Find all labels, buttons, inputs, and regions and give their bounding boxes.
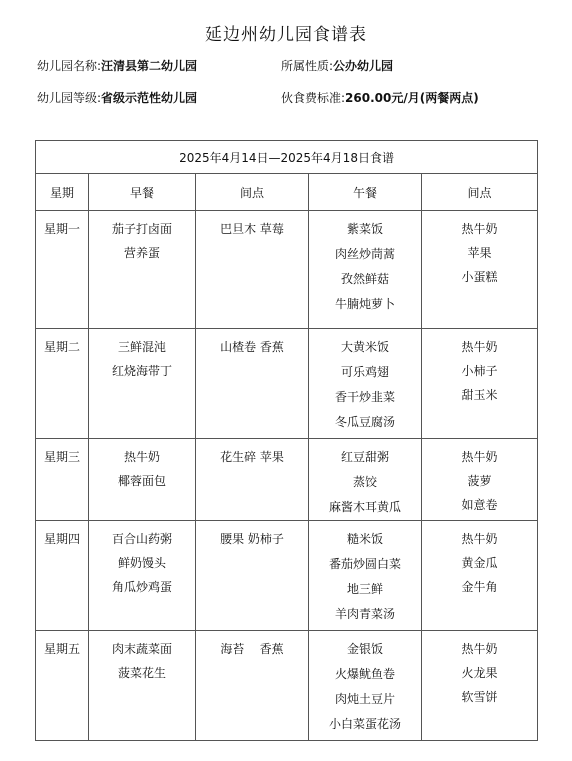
menu-period: 2025年4月14日—2025年4月18日食谱 <box>36 141 538 174</box>
dish: 鲜奶馒头 <box>117 556 166 570</box>
lunch-cell <box>309 521 422 631</box>
breakfast-cell <box>89 521 196 631</box>
dish: 火爆鱿鱼卷 <box>334 667 395 681</box>
dish: 红烧海带丁 <box>111 364 172 378</box>
afternoon-snack-cell <box>422 211 538 329</box>
day-cell: 星期三 <box>36 439 89 521</box>
morning-snack-cell <box>196 631 309 741</box>
header-morning-snack: 间点 <box>196 174 309 211</box>
table-row <box>36 521 538 631</box>
dish: 麻酱木耳黄瓜 <box>328 500 401 514</box>
dish: 菠菜花生 <box>117 666 166 680</box>
dish: 地三鲜 <box>346 582 383 596</box>
day-cell: 星期五 <box>36 631 89 741</box>
dish: 菠萝 <box>467 474 492 488</box>
breakfast-cell <box>89 439 196 521</box>
dish: 椰蓉面包 <box>117 474 166 488</box>
kindergarten-nature <box>281 57 393 74</box>
morning-snack-cell <box>196 521 309 631</box>
dish: 金牛角 <box>461 580 498 594</box>
dish: 茄子打卤面 <box>111 222 172 236</box>
kindergarten-grade-label: 幼儿园等级: <box>37 91 102 105</box>
dish: 巴旦木 草莓 <box>220 222 284 236</box>
header-breakfast: 早餐 <box>89 174 196 211</box>
dish: 热牛奶 <box>461 222 498 236</box>
lunch-cell <box>309 631 422 741</box>
morning-snack-cell <box>196 439 309 521</box>
breakfast-cell <box>89 211 196 329</box>
dish: 冬瓜豆腐汤 <box>334 415 395 429</box>
afternoon-snack-cell <box>422 329 538 439</box>
dish: 火龙果 <box>461 666 498 680</box>
dish: 热牛奶 <box>461 340 498 354</box>
dish: 花生碎 苹果 <box>220 450 284 464</box>
header-day: 星期 <box>36 174 89 211</box>
dish: 大黄米饭 <box>340 340 389 354</box>
dish: 肉丝炒茼蒿 <box>334 247 395 261</box>
table-row <box>36 211 538 329</box>
dish: 紫菜饭 <box>346 222 383 236</box>
afternoon-snack-cell <box>422 521 538 631</box>
lunch-cell <box>309 329 422 439</box>
dish: 软雪饼 <box>461 690 498 704</box>
dish: 肉炖土豆片 <box>334 692 395 706</box>
table-row <box>36 439 538 521</box>
dish: 营养蛋 <box>123 246 160 260</box>
day-cell: 星期四 <box>36 521 89 631</box>
dish: 小柿子 <box>461 364 498 378</box>
dish: 海苔 香蕉 <box>220 642 284 656</box>
dish: 甜玉米 <box>461 388 498 402</box>
dish: 可乐鸡翅 <box>340 365 389 379</box>
dish: 孜然鲜菇 <box>340 272 389 286</box>
dish: 小白菜蛋花汤 <box>328 717 401 731</box>
day-cell: 星期二 <box>36 329 89 439</box>
dish: 羊肉青菜汤 <box>334 607 395 621</box>
dish: 金银饭 <box>346 642 383 656</box>
dish: 热牛奶 <box>461 642 498 656</box>
dish: 热牛奶 <box>461 532 498 546</box>
day-cell: 星期一 <box>36 211 89 329</box>
kindergarten-grade <box>37 89 197 106</box>
meal-fee <box>281 89 479 106</box>
dish: 苹果 <box>467 246 492 260</box>
menu-table <box>35 140 538 741</box>
table-row <box>36 329 538 439</box>
kindergarten-name <box>37 57 197 74</box>
kindergarten-nature-label: 所属性质: <box>281 59 334 73</box>
dish: 红豆甜粥 <box>340 450 389 464</box>
table-row <box>36 631 538 741</box>
menu-period-row <box>36 141 538 174</box>
dish: 三鲜混沌 <box>117 340 166 354</box>
header-lunch: 午餐 <box>309 174 422 211</box>
breakfast-cell <box>89 631 196 741</box>
kindergarten-name-value: 汪清县第二幼儿园 <box>101 59 198 73</box>
dish: 番茄炒圆白菜 <box>328 557 401 571</box>
dish: 黄金瓜 <box>461 556 498 570</box>
dish: 牛腩炖萝卜 <box>334 297 395 311</box>
kindergarten-name-label: 幼儿园名称: <box>37 59 102 73</box>
dish: 角瓜炒鸡蛋 <box>111 580 172 594</box>
meal-fee-value: 260.00元/月(两餐两点) <box>345 91 479 105</box>
dish: 热牛奶 <box>123 450 160 464</box>
morning-snack-cell <box>196 211 309 329</box>
kindergarten-nature-value: 公办幼儿园 <box>333 59 394 73</box>
breakfast-cell <box>89 329 196 439</box>
kindergarten-grade-value: 省级示范性幼儿园 <box>101 91 198 105</box>
dish: 热牛奶 <box>461 450 498 464</box>
morning-snack-cell <box>196 329 309 439</box>
meal-fee-label: 伙食费标准: <box>281 91 346 105</box>
dish: 百合山药粥 <box>111 532 172 546</box>
dish: 肉末蔬菜面 <box>111 642 172 656</box>
lunch-cell <box>309 211 422 329</box>
lunch-cell <box>309 439 422 521</box>
dish: 香干炒韭菜 <box>334 390 395 404</box>
dish: 糙米饭 <box>346 532 383 546</box>
menu-header-row <box>36 174 538 211</box>
dish: 山楂卷 香蕉 <box>220 340 284 354</box>
dish: 如意卷 <box>461 498 498 512</box>
dish: 蒸饺 <box>352 475 377 489</box>
header-afternoon-snack: 间点 <box>422 174 538 211</box>
dish: 腰果 奶柿子 <box>220 532 284 546</box>
page-title: 延边州幼儿园食谱表 <box>205 25 367 45</box>
afternoon-snack-cell <box>422 439 538 521</box>
afternoon-snack-cell <box>422 631 538 741</box>
dish: 小蛋糕 <box>461 270 498 284</box>
